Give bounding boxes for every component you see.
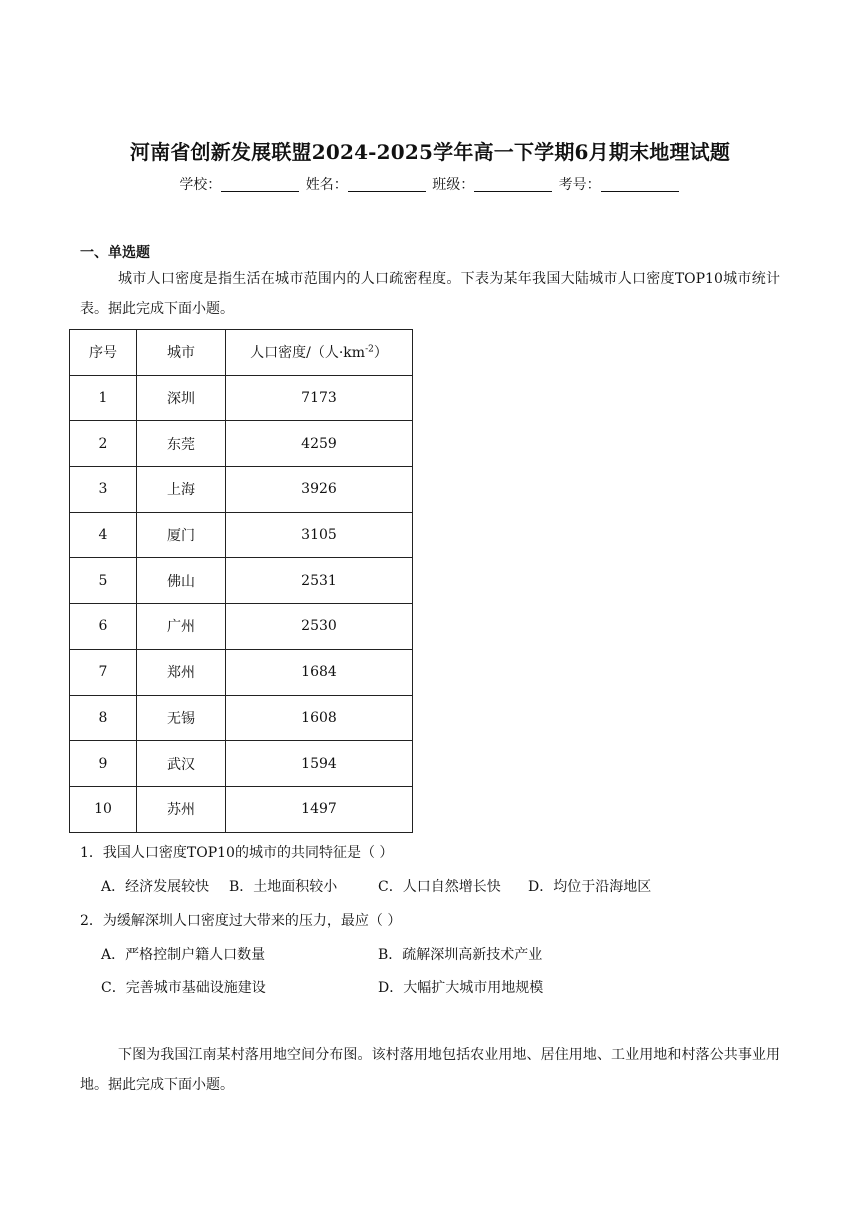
row-no: 7 <box>70 649 137 695</box>
population-density-table <box>69 329 413 833</box>
row-no: 6 <box>70 604 137 650</box>
table-row <box>70 512 413 558</box>
school-label: 学校： <box>179 177 222 193</box>
row-city: 武汉 <box>137 741 226 787</box>
question-1-option-b[interactable]: B．土地面积较小 <box>229 879 338 895</box>
row-density: 3926 <box>226 467 413 513</box>
school-blank[interactable] <box>221 177 299 192</box>
table-row <box>70 604 413 650</box>
row-no: 1 <box>70 375 137 421</box>
table-row <box>70 375 413 421</box>
exam-number-label: 考号： <box>558 177 601 193</box>
page-title: 河南省创新发展联盟2024-2025学年高一下学期6月期末地理试题 <box>129 140 731 164</box>
intro-paragraph-2: 下图为我国江南某村落用地空间分布图。该村落用地包括农业用地、居住用地、工业用地和村落公共事业用地。据此完成下面小题。 <box>80 1047 780 1093</box>
class-label: 班级： <box>432 177 475 193</box>
table-row <box>70 467 413 513</box>
row-city: 苏州 <box>137 786 226 832</box>
row-city: 上海 <box>137 467 226 513</box>
name-label: 姓名： <box>305 177 348 193</box>
question-2-option-b[interactable]: B．疏解深圳高新技术产业 <box>378 947 543 963</box>
row-density: 1684 <box>226 649 413 695</box>
question-2-option-d[interactable]: D．大幅扩大城市用地规模 <box>378 980 544 996</box>
row-density: 1594 <box>226 741 413 787</box>
header-city: 城市 <box>137 330 226 376</box>
question-2-stem: 2．为缓解深圳人口密度过大带来的压力，最应（ ） <box>80 913 402 929</box>
row-city: 广州 <box>137 604 226 650</box>
row-density: 2530 <box>226 604 413 650</box>
row-no: 4 <box>70 512 137 558</box>
row-city: 郑州 <box>137 649 226 695</box>
class-blank[interactable] <box>474 177 552 192</box>
header-density-text: 人口密度/（人·km <box>250 345 366 362</box>
row-density: 4259 <box>226 421 413 467</box>
table-row <box>70 649 413 695</box>
header-density <box>226 330 413 376</box>
section-heading: 一、单选题 <box>80 245 150 261</box>
table-header-row <box>70 330 413 376</box>
question-2-option-c[interactable]: C．完善城市基础设施建设 <box>101 980 266 996</box>
row-city: 深圳 <box>137 375 226 421</box>
row-no: 8 <box>70 695 137 741</box>
question-1-option-d[interactable]: D．均位于沿海地区 <box>528 879 652 895</box>
header-no: 序号 <box>70 330 137 376</box>
row-density: 7173 <box>226 375 413 421</box>
row-no: 3 <box>70 467 137 513</box>
table-row <box>70 558 413 604</box>
row-density: 1497 <box>226 786 413 832</box>
header-density-exponent: -2 <box>365 344 374 355</box>
row-no: 10 <box>70 786 137 832</box>
row-no: 5 <box>70 558 137 604</box>
row-no: 2 <box>70 421 137 467</box>
row-city: 厦门 <box>137 512 226 558</box>
row-no: 9 <box>70 741 137 787</box>
table-row <box>70 421 413 467</box>
question-2-option-a[interactable]: A．严格控制户籍人口数量 <box>101 947 266 963</box>
intro-paragraph-1: 城市人口密度是指生活在城市范围内的人口疏密程度。下表为某年我国大陆城市人口密度TOP10城市统计表。据此完成下面小题。 <box>80 271 780 317</box>
question-1-stem: 1．我国人口密度TOP10的城市的共同特征是（ ） <box>80 845 394 861</box>
row-city: 佛山 <box>137 558 226 604</box>
row-density: 3105 <box>226 512 413 558</box>
row-city: 无锡 <box>137 695 226 741</box>
row-density: 1608 <box>226 695 413 741</box>
row-city: 东莞 <box>137 421 226 467</box>
table-row <box>70 786 413 832</box>
student-info-line <box>0 174 860 194</box>
name-blank[interactable] <box>348 177 426 192</box>
question-1-option-c[interactable]: C．人口自然增长快 <box>378 879 501 895</box>
question-1-option-a[interactable]: A．经济发展较快 <box>101 879 210 895</box>
exam-number-blank[interactable] <box>601 177 679 192</box>
header-density-close: ） <box>373 345 388 362</box>
row-density: 2531 <box>226 558 413 604</box>
table-row <box>70 695 413 741</box>
table-row <box>70 741 413 787</box>
